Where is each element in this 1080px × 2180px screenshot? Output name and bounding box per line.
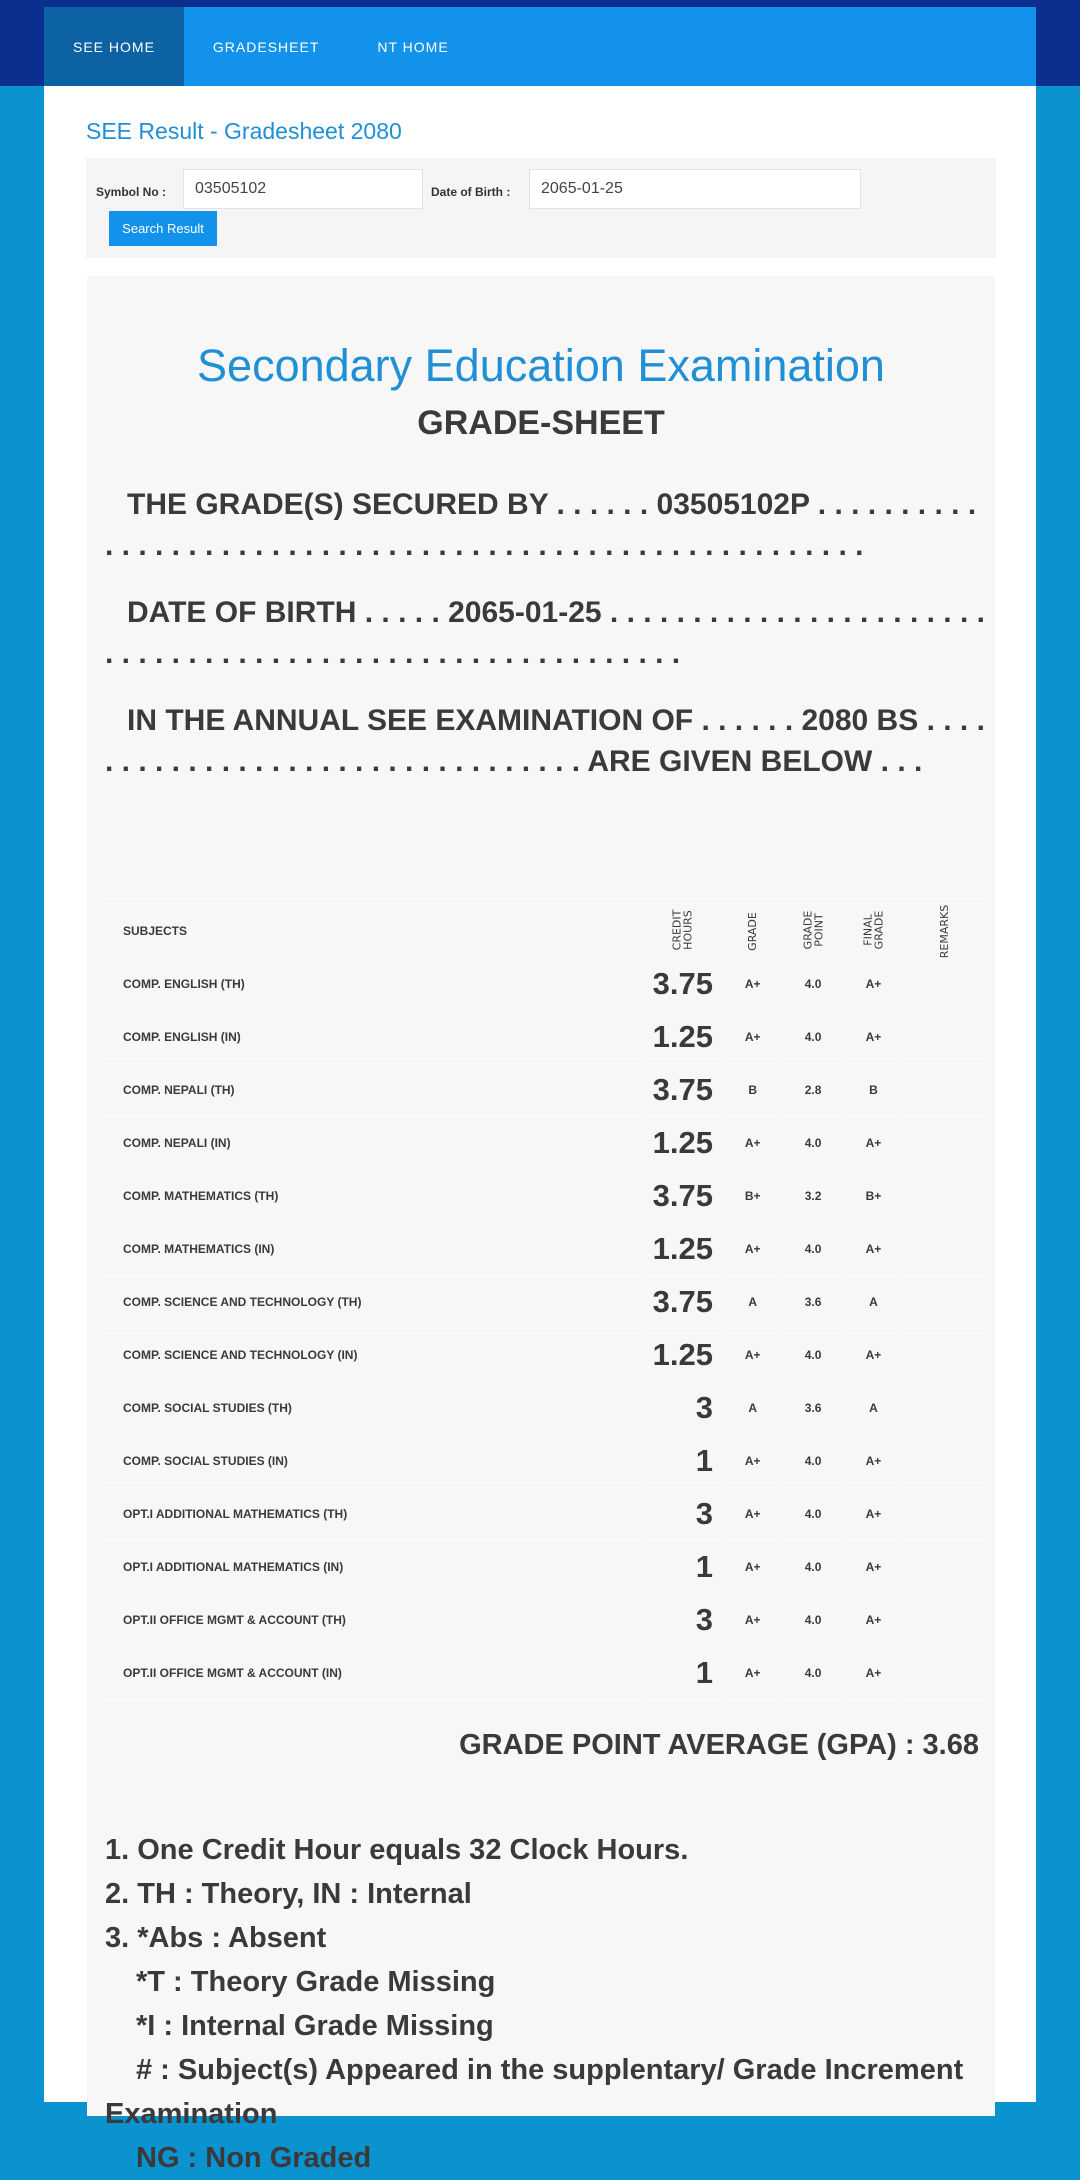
cell-grade: A+ <box>723 1647 783 1700</box>
cell-grade-point: 3.6 <box>783 1382 843 1435</box>
cell-grade: A+ <box>723 1488 783 1541</box>
table-row <box>103 1594 987 1647</box>
cell-grade: A+ <box>723 958 783 1011</box>
table-row <box>103 1435 987 1488</box>
navbar <box>44 7 1036 86</box>
cell-credit-hours: 1.25 <box>643 1329 723 1382</box>
table-row <box>103 1064 987 1117</box>
cell-final-grade: B+ <box>843 1170 903 1223</box>
cell-credit-hours: 1 <box>643 1435 723 1488</box>
cell-grade-point: 4.0 <box>783 1117 843 1170</box>
note-item: *T : Theory Grade Missing <box>136 1966 496 1998</box>
cell-grade: B <box>723 1064 783 1117</box>
cell-grade: A <box>723 1276 783 1329</box>
header-grade <box>723 904 783 958</box>
cell-grade-point: 4.0 <box>783 1541 843 1594</box>
nav-nt-home[interactable]: NT HOME <box>377 38 449 55</box>
cell-grade-point: 4.0 <box>783 1594 843 1647</box>
cell-subject: COMP. SCIENCE AND TECHNOLOGY (TH) <box>103 1276 643 1329</box>
cell-subject: COMP. SOCIAL STUDIES (TH) <box>103 1382 643 1435</box>
cell-remarks <box>904 958 987 1011</box>
cell-remarks <box>904 1276 987 1329</box>
cell-grade: A+ <box>723 1011 783 1064</box>
cell-grade: A+ <box>723 1594 783 1647</box>
cell-remarks <box>904 1223 987 1276</box>
dob-input[interactable] <box>529 169 861 209</box>
cell-remarks <box>904 1435 987 1488</box>
table-row <box>103 1011 987 1064</box>
cell-grade-point: 4.0 <box>783 1011 843 1064</box>
header-final-grade <box>843 904 903 958</box>
cell-subject: COMP. NEPALI (IN) <box>103 1117 643 1170</box>
cell-remarks <box>904 1382 987 1435</box>
cell-subject: COMP. SCIENCE AND TECHNOLOGY (IN) <box>103 1329 643 1382</box>
cell-subject: COMP. ENGLISH (TH) <box>103 958 643 1011</box>
notes <box>105 1828 975 2180</box>
cell-subject: OPT.II OFFICE MGMT & ACCOUNT (IN) <box>103 1647 643 1700</box>
cell-grade-point: 2.8 <box>783 1064 843 1117</box>
cell-subject: OPT.II OFFICE MGMT & ACCOUNT (TH) <box>103 1594 643 1647</box>
dob-label: Date of Birth : <box>431 185 511 199</box>
exam-line: IN THE ANNUAL SEE EXAMINATION OF . . . . . . 2080 BS . . . . . . . . . . . . . . . . . . . . . . . . . . . . . . . . . ARE GIVEN BELOW . . . <box>105 704 985 778</box>
header-label: GRADE POINT <box>801 910 826 950</box>
symbol-label: Symbol No : <box>96 185 167 199</box>
cell-remarks <box>904 1329 987 1382</box>
symbol-input[interactable] <box>183 169 423 209</box>
cell-credit-hours: 3 <box>643 1488 723 1541</box>
cell-final-grade: A+ <box>843 1541 903 1594</box>
search-result-button[interactable]: Search Result <box>109 211 217 246</box>
cell-subject: COMP. MATHEMATICS (IN) <box>103 1223 643 1276</box>
cell-final-grade: A+ <box>843 958 903 1011</box>
cell-subject: OPT.I ADDITIONAL MATHEMATICS (TH) <box>103 1488 643 1541</box>
cell-subject: COMP. NEPALI (TH) <box>103 1064 643 1117</box>
table-row <box>103 1117 987 1170</box>
grades-table <box>102 903 987 1700</box>
cell-subject: COMP. SOCIAL STUDIES (IN) <box>103 1435 643 1488</box>
header-subjects: SUBJECTS <box>103 904 643 958</box>
cell-credit-hours: 1 <box>643 1647 723 1700</box>
cell-grade-point: 4.0 <box>783 1647 843 1700</box>
note-item: 2. TH : Theory, IN : Internal <box>105 1878 472 1910</box>
dob-line: DATE OF BIRTH . . . . . 2065-01-25 . . . . . . . . . . . . . . . . . . . . . . . . . . . . . . . . . . . . . . . . . . . . . . . . . . . . . . . . . . <box>105 596 985 670</box>
cell-subject: COMP. MATHEMATICS (TH) <box>103 1170 643 1223</box>
header-label: GRADE <box>746 911 760 951</box>
cell-final-grade: A+ <box>843 1011 903 1064</box>
cell-final-grade: A <box>843 1382 903 1435</box>
table-row <box>103 1488 987 1541</box>
header-label: FINAL GRADE <box>861 910 886 950</box>
cell-final-grade: A+ <box>843 1594 903 1647</box>
page-title: SEE Result - Gradesheet 2080 <box>86 118 402 144</box>
cell-grade: A+ <box>723 1435 783 1488</box>
cell-final-grade: B <box>843 1064 903 1117</box>
secured-by-line: THE GRADE(S) SECURED BY . . . . . . 03505102P . . . . . . . . . . . . . . . . . . . . . . . . . . . . . . . . . . . . . . . . . . . . . . . . . . . . . . . . <box>105 488 977 562</box>
cell-final-grade: A+ <box>843 1329 903 1382</box>
cell-grade: B+ <box>723 1170 783 1223</box>
cell-credit-hours: 3 <box>643 1594 723 1647</box>
cell-remarks <box>904 1064 987 1117</box>
table-row <box>103 1382 987 1435</box>
header-grade-point <box>783 904 843 958</box>
cell-credit-hours: 1.25 <box>643 1117 723 1170</box>
table-row <box>103 1541 987 1594</box>
cell-grade-point: 4.0 <box>783 1223 843 1276</box>
cell-final-grade: A <box>843 1276 903 1329</box>
search-form <box>86 158 996 258</box>
cell-grade: A+ <box>723 1117 783 1170</box>
note-item: *I : Internal Grade Missing <box>136 2010 494 2042</box>
cell-final-grade: A+ <box>843 1117 903 1170</box>
cell-remarks <box>904 1488 987 1541</box>
cell-remarks <box>904 1170 987 1223</box>
cell-credit-hours: 3.75 <box>643 958 723 1011</box>
cell-credit-hours: 1.25 <box>643 1011 723 1064</box>
cell-grade-point: 3.2 <box>783 1170 843 1223</box>
cell-grade: A+ <box>723 1223 783 1276</box>
note-item: 3. *Abs : Absent <box>105 1922 327 1954</box>
table-row <box>103 1170 987 1223</box>
cell-grade: A+ <box>723 1329 783 1382</box>
cell-grade-point: 4.0 <box>783 1488 843 1541</box>
header-label: REMARKS <box>938 904 952 958</box>
cell-grade: A <box>723 1382 783 1435</box>
cell-final-grade: A+ <box>843 1435 903 1488</box>
cell-credit-hours: 3.75 <box>643 1276 723 1329</box>
main-container <box>44 86 1036 2174</box>
cell-final-grade: A+ <box>843 1488 903 1541</box>
cell-remarks <box>904 1647 987 1700</box>
cell-credit-hours: 3 <box>643 1382 723 1435</box>
cell-grade-point: 4.0 <box>783 958 843 1011</box>
cell-grade-point: 4.0 <box>783 1329 843 1382</box>
table-row <box>103 1329 987 1382</box>
cell-final-grade: A+ <box>843 1647 903 1700</box>
cell-final-grade: A+ <box>843 1223 903 1276</box>
gradesheet <box>87 276 995 2174</box>
table-row <box>103 958 987 1011</box>
nav-see-home[interactable]: SEE HOME <box>44 7 184 86</box>
table-row <box>103 1647 987 1700</box>
cell-credit-hours: 1 <box>643 1541 723 1594</box>
note-item: # : Subject(s) Appeared in the supplentary/ Grade Increment Examination <box>105 2054 964 2130</box>
gradesheet-heading: GRADE-SHEET <box>417 404 665 442</box>
header-remarks <box>904 904 987 958</box>
gpa: GRADE POINT AVERAGE (GPA) : 3.68 <box>459 1729 979 1761</box>
cell-credit-hours: 1.25 <box>643 1223 723 1276</box>
cell-subject: COMP. ENGLISH (IN) <box>103 1011 643 1064</box>
table-row <box>103 1223 987 1276</box>
header-label: CREDIT HOURS <box>670 909 695 951</box>
cell-remarks <box>904 1541 987 1594</box>
cell-grade: A+ <box>723 1541 783 1594</box>
table-row <box>103 1276 987 1329</box>
cell-subject: OPT.I ADDITIONAL MATHEMATICS (IN) <box>103 1541 643 1594</box>
cell-remarks <box>904 1117 987 1170</box>
header-credit-hours <box>643 904 723 958</box>
nav-gradesheet[interactable]: GRADESHEET <box>212 38 320 55</box>
cell-remarks <box>904 1011 987 1064</box>
exam-title: Secondary Education Examination <box>197 340 885 391</box>
cell-credit-hours: 3.75 <box>643 1064 723 1117</box>
cell-grade-point: 4.0 <box>783 1435 843 1488</box>
note-item: NG : Non Graded <box>136 2142 372 2174</box>
cell-remarks <box>904 1594 987 1647</box>
cell-grade-point: 3.6 <box>783 1276 843 1329</box>
cell-credit-hours: 3.75 <box>643 1170 723 1223</box>
note-item: 1. One Credit Hour equals 32 Clock Hours. <box>105 1834 689 1866</box>
